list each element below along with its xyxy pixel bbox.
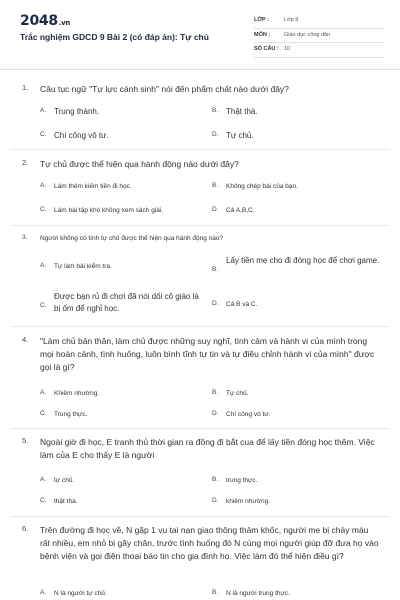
question-text: Câu tục ngữ "Tự lực cánh sinh" nói đến phẩm chất nào dưới đây?	[40, 84, 289, 94]
question-number: 4.	[22, 335, 29, 344]
option-letter: C.	[40, 131, 47, 138]
meta-label: SỐ CÂU :	[254, 46, 279, 52]
option-text: Chí công vô tư.	[226, 411, 271, 418]
option-text: N là người trung thực.	[226, 590, 290, 597]
question-text: Người không có tính tự chủ được thể hiện qua hành động nào?	[40, 235, 224, 242]
option-letter: C.	[40, 497, 47, 504]
question-text: Ngoài giờ đi học, E tranh thủ thời gian ra đồng đi bắt cua để lấy tiền đóng học thêm. Việc làm của E cho thấy E là người	[40, 437, 375, 461]
option-text: Tự chủ.	[226, 131, 254, 140]
option-letter: B.	[212, 389, 219, 396]
option-letter: D.	[212, 131, 219, 138]
option-text: Cả A,B,C.	[226, 207, 255, 214]
option-letter: A.	[40, 107, 47, 114]
option-text: Khiêm nhường.	[54, 390, 100, 397]
option-text: Thật thà.	[226, 107, 258, 116]
option-letter: B.	[212, 476, 219, 483]
option-letter: A.	[40, 476, 47, 483]
option-text: Trung thực.	[54, 411, 88, 418]
meta-row-count	[254, 43, 384, 58]
option-letter: A.	[40, 182, 47, 189]
meta-label: LỚP :	[254, 17, 269, 23]
meta-value: 10	[284, 46, 291, 52]
question-number: 5.	[22, 436, 29, 445]
option-letter: B.	[212, 266, 219, 273]
question-divider	[10, 428, 390, 429]
meta-row-subject	[254, 29, 384, 44]
page-header	[0, 0, 400, 70]
option-text: Tự chủ.	[226, 390, 249, 397]
option-text: Làm bài tập khó không xem sách giải.	[54, 207, 164, 214]
option-text: Không chép bài của bạn.	[226, 183, 298, 190]
header-divider	[0, 69, 400, 70]
option-text: Làm thêm kiếm tiền đi học.	[54, 183, 132, 190]
option-letter: A.	[40, 389, 47, 396]
page-title: Trắc nghiệm GDCD 9 Bài 2 (có đáp án): Tự chủ	[20, 32, 209, 42]
option-text: Trung thành.	[54, 107, 100, 116]
question-divider	[10, 326, 390, 327]
question-number: 1.	[22, 83, 29, 92]
option-letter: D.	[212, 300, 219, 307]
question-number: 3.	[22, 234, 28, 241]
option-text: N là người tự chủ.	[54, 590, 107, 597]
meta-value: Giáo dục công dân	[284, 31, 331, 38]
option-letter: B.	[212, 107, 219, 114]
option-letter: A.	[40, 262, 47, 269]
option-text: Cả B và C.	[226, 301, 258, 308]
option-text: Chí công vô tư.	[54, 131, 109, 140]
option-letter: B.	[212, 182, 219, 189]
option-letter: C.	[40, 206, 47, 213]
option-text: thật thà.	[54, 498, 78, 505]
question-divider	[10, 225, 390, 226]
question-text: Trên đường đi học về, N gặp 1 vụ tai nạn giao thông thảm khốc, người mẹ bị chảy máu rất nhiều, em nhỏ bị gãy chân, trước tình huống đó N cùng mọi người giúp đỡ đưa họ vào bệnh viện và gọi điện thoại báo tin cho gia đình họ. Việc làm đó thể hiện điều gì?	[40, 525, 379, 562]
question-divider	[10, 149, 390, 150]
question-number: 2.	[22, 158, 29, 167]
option-letter: C.	[40, 302, 47, 309]
question-number: 6.	[22, 524, 29, 533]
option-letter: D.	[212, 206, 219, 213]
option-letter: A.	[40, 589, 47, 596]
meta-row-class	[254, 14, 384, 29]
option-letter: B.	[212, 589, 219, 596]
logo-main: 2048	[20, 13, 58, 29]
option-text: Được bạn rủ đi chơi đã nói dối cô giáo là bị ốm để nghỉ học.	[54, 292, 199, 314]
option-text: trung thực.	[226, 477, 258, 484]
option-text: khiêm nhường.	[226, 498, 271, 505]
option-text: Tự làm bài kiểm tra.	[54, 263, 112, 270]
logo-sub: .vn	[58, 19, 71, 27]
meta-value: Lớp 9	[284, 17, 299, 23]
site-logo[interactable]	[20, 13, 70, 29]
question-divider	[10, 516, 390, 517]
question-text: "Làm chủ bản thân, làm chủ được những suy nghĩ, tình cảm và hành vi của mình trong mọi hoàn cảnh, tình huống, luôn bình tĩnh tự tin và tự điều chỉnh hành vi của mình" được gọi là gì?	[40, 336, 375, 373]
option-text: tự chủ.	[54, 477, 75, 484]
option-letter: D.	[212, 497, 219, 504]
question-text: Tự chủ được thể hiện qua hành động nào dưới đây?	[40, 159, 239, 169]
option-text: Lấy tiền mẹ cho đi đóng học để chơi game.	[226, 256, 380, 265]
option-letter: C.	[40, 410, 47, 417]
meta-info	[254, 14, 384, 58]
meta-label: MÔN :	[254, 31, 271, 38]
option-letter: D.	[212, 410, 219, 417]
